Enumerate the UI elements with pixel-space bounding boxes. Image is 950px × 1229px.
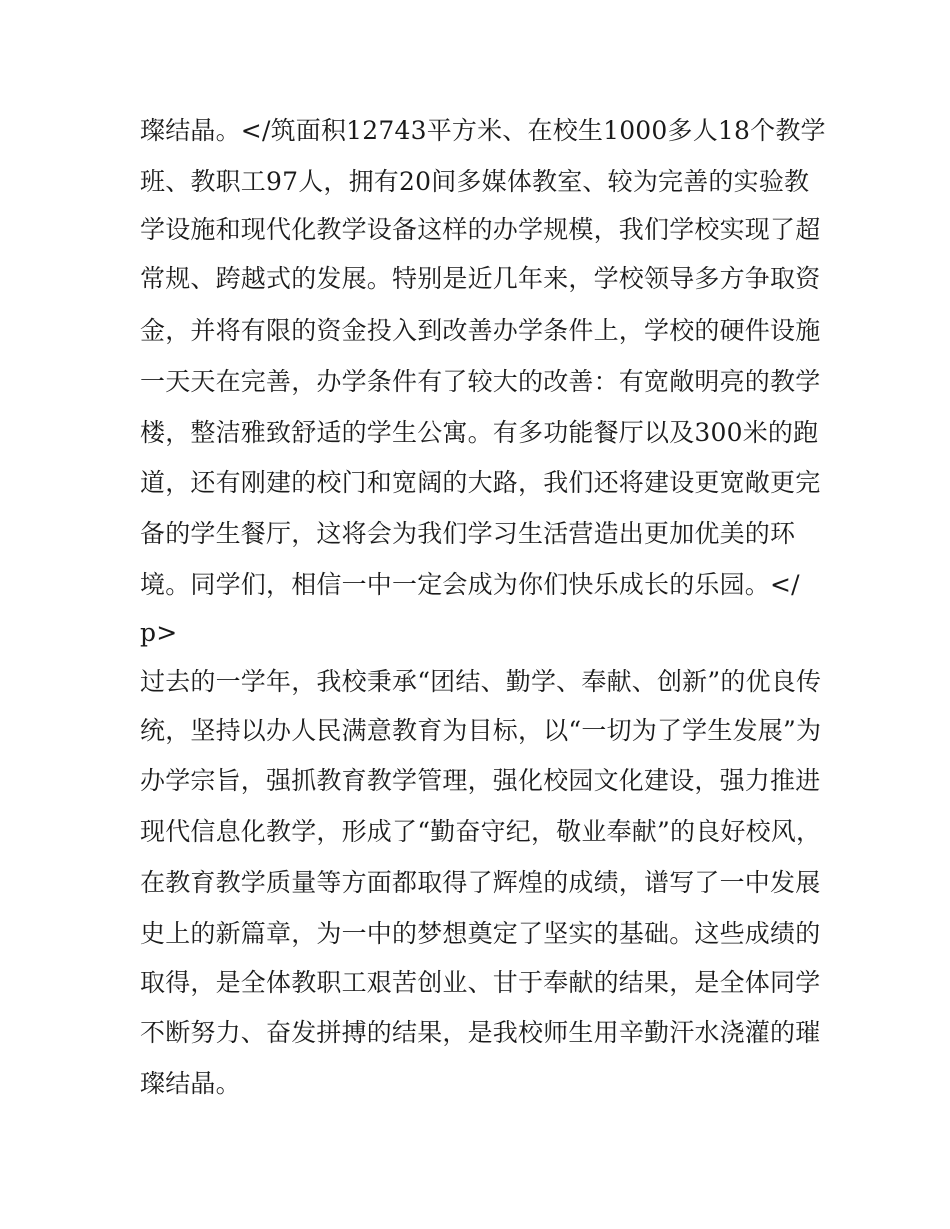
text-line: p> [140, 618, 178, 647]
text-line: 备的学生餐厅，这将会为我们学习生活营造出更加优美的环 [140, 519, 796, 548]
text-line: 璨结晶。</筑面积12743平方米、在校生1000多人18个教学 [140, 116, 826, 145]
text-line: 金，并将有限的资金投入到改善办学条件上，学校的硬件设施 [140, 316, 821, 345]
text-line: 班、教职工97人，拥有20间多媒体教室、较为完善的实验教 [140, 167, 810, 196]
text-line: 常规、跨越式的发展。特别是近几年来，学校领导多方争取资 [140, 264, 821, 293]
text-line: 现代信息化教学，形成了“勤奋守纪，敬业奉献”的良好校风， [140, 817, 822, 846]
text-line: 学设施和现代化教学设备这样的办学规模，我们学校实现了超 [140, 215, 821, 244]
text-line: 史上的新篇章，为一中的梦想奠定了坚实的基础。这些成绩的 [140, 919, 821, 948]
text-line: 过去的一学年，我校秉承“团结、勤学、奉献、创新”的优良传 [140, 667, 822, 696]
text-line: 一天天在完善，办学条件有了较大的改善：有宽敞明亮的教学 [140, 367, 821, 396]
text-line: 在教育教学质量等方面都取得了辉煌的成绩，谱写了一中发展 [140, 868, 821, 897]
text-line: 境。同学们，相信一中一定会成为你们快乐成长的乐园。</ [140, 570, 800, 599]
text-line: 楼，整洁雅致舒适的学生公寓。有多功能餐厅以及300米的跑 [140, 418, 819, 447]
text-line: 不断努力、奋发拼搏的结果，是我校师生用辛勤汗水浇灌的璀 [140, 1018, 821, 1047]
text-line: 璨结晶。 [140, 1069, 241, 1098]
text-line: 取得，是全体教职工艰苦创业、甘于奉献的结果，是全体同学 [140, 968, 821, 997]
text-line: 办学宗旨，强抓教育教学管理，强化校园文化建设，强力推进 [140, 766, 821, 795]
text-line: 统，坚持以办人民满意教育为目标，以“一切为了学生发展”为 [140, 716, 822, 745]
text-line: 道，还有刚建的校门和宽阔的大路，我们还将建设更宽敞更完 [140, 468, 821, 497]
